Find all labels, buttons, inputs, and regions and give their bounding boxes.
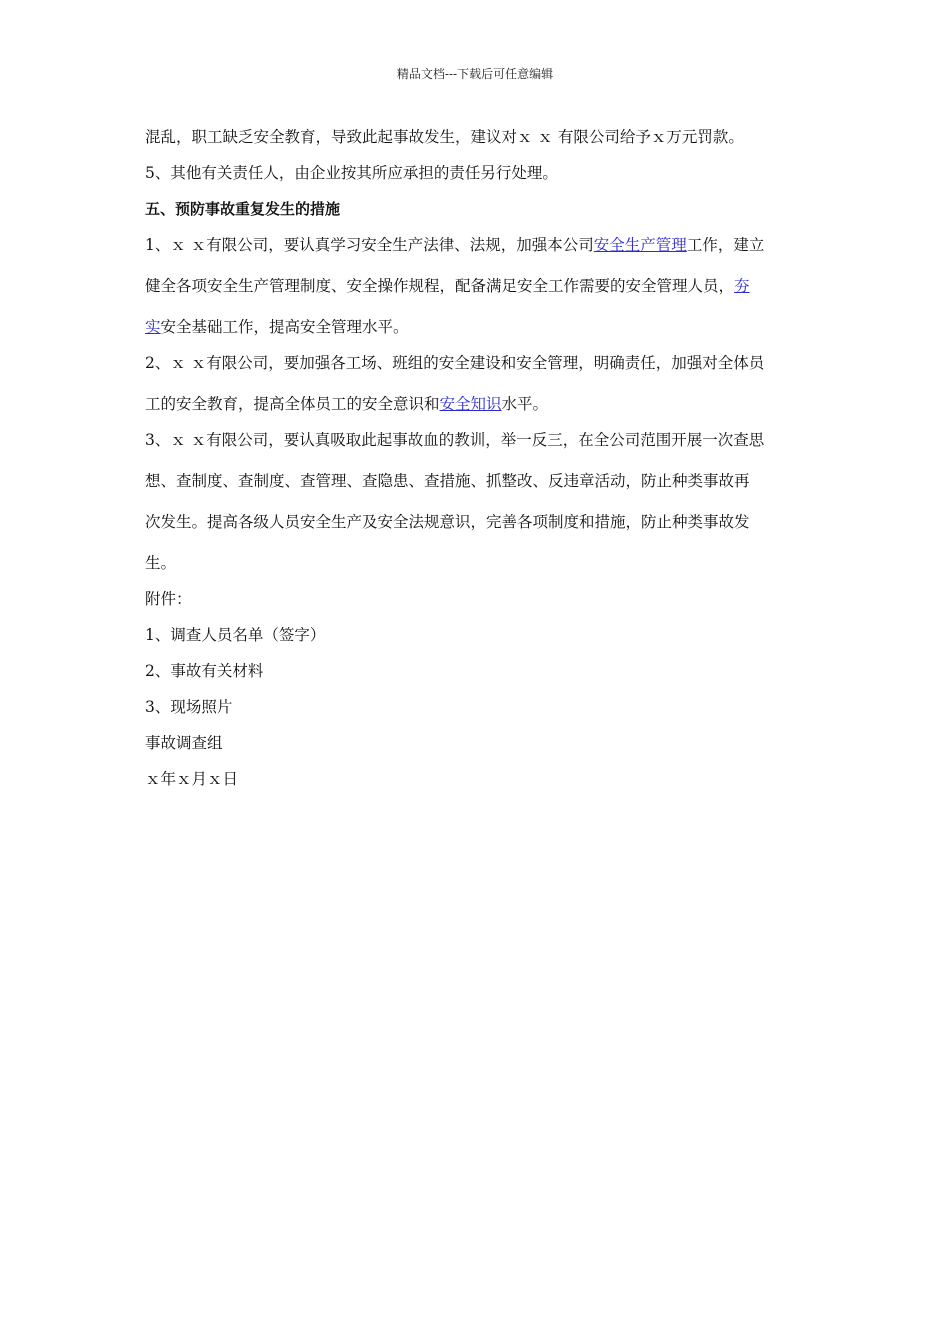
safety-management-link[interactable]: 安全生产管理 — [593, 236, 687, 254]
signature: 事故调查组 — [145, 734, 223, 752]
paragraph-line: 5、其他有关责任人，由企业按其所应承担的责任另行处理。 — [145, 164, 558, 182]
attachments-title: 附件： — [145, 590, 192, 608]
text-span: 工的安全教育，提高全体员工的安全意识和 — [145, 395, 440, 413]
attachment-item: 2、事故有关材料 — [145, 662, 264, 680]
text-span: 健全各项安全生产管理制度、安全操作规程，配备满足安全工作需要的安全管理人员， — [145, 277, 735, 295]
paragraph-line: 想、查制度、查制度、查管理、查隐患、查措施、抓整改、反违章活动，防止种类事故再 — [145, 472, 750, 490]
paragraph-line: 生。 — [145, 554, 177, 572]
attachment-item: 1、调查人员名单（签字） — [145, 626, 326, 644]
paragraph-line: 2、ｘ ｘ有限公司，要加强各工场、班组的安全建设和安全管理，明确责任，加强对全体员 — [145, 354, 765, 372]
date: ｘ年ｘ月ｘ日 — [145, 770, 239, 788]
paragraph-line — [145, 317, 409, 337]
text-span: 安全基础工作，提高安全管理水平。 — [160, 318, 409, 336]
text-span: 1、ｘ ｘ有限公司，要认真学习安全生产法律、法规，加强本公司 — [145, 236, 594, 254]
paragraph-line: 混乱，职工缺乏安全教育，导致此起事故发生，建议对ｘ ｘ 有限公司给予ｘ万元罚款。 — [145, 128, 744, 146]
paragraph-line — [145, 394, 548, 414]
page-header: 精品文档---下载后可任意编辑 — [396, 67, 554, 81]
paragraph-line: 次发生。提高各级人员安全生产及安全法规意识，完善各项制度和措施，防止种类事故发 — [145, 513, 750, 531]
attachment-item: 3、现场照片 — [145, 698, 233, 716]
safety-knowledge-link[interactable]: 安全知识 — [439, 395, 502, 413]
paragraph-line — [145, 235, 764, 255]
consolidate-link[interactable]: 夯 — [734, 277, 750, 295]
text-span: 水平。 — [501, 395, 549, 413]
text-span: 工作，建立 — [686, 236, 765, 254]
consolidate-link-continued[interactable]: 实 — [145, 318, 161, 336]
paragraph-line — [145, 276, 750, 296]
section-title: 五、预防事故重复发生的措施 — [145, 200, 341, 218]
paragraph-line: 3、ｘ ｘ有限公司，要认真吸取此起事故血的教训，举一反三，在全公司范围开展一次查思 — [145, 431, 765, 449]
